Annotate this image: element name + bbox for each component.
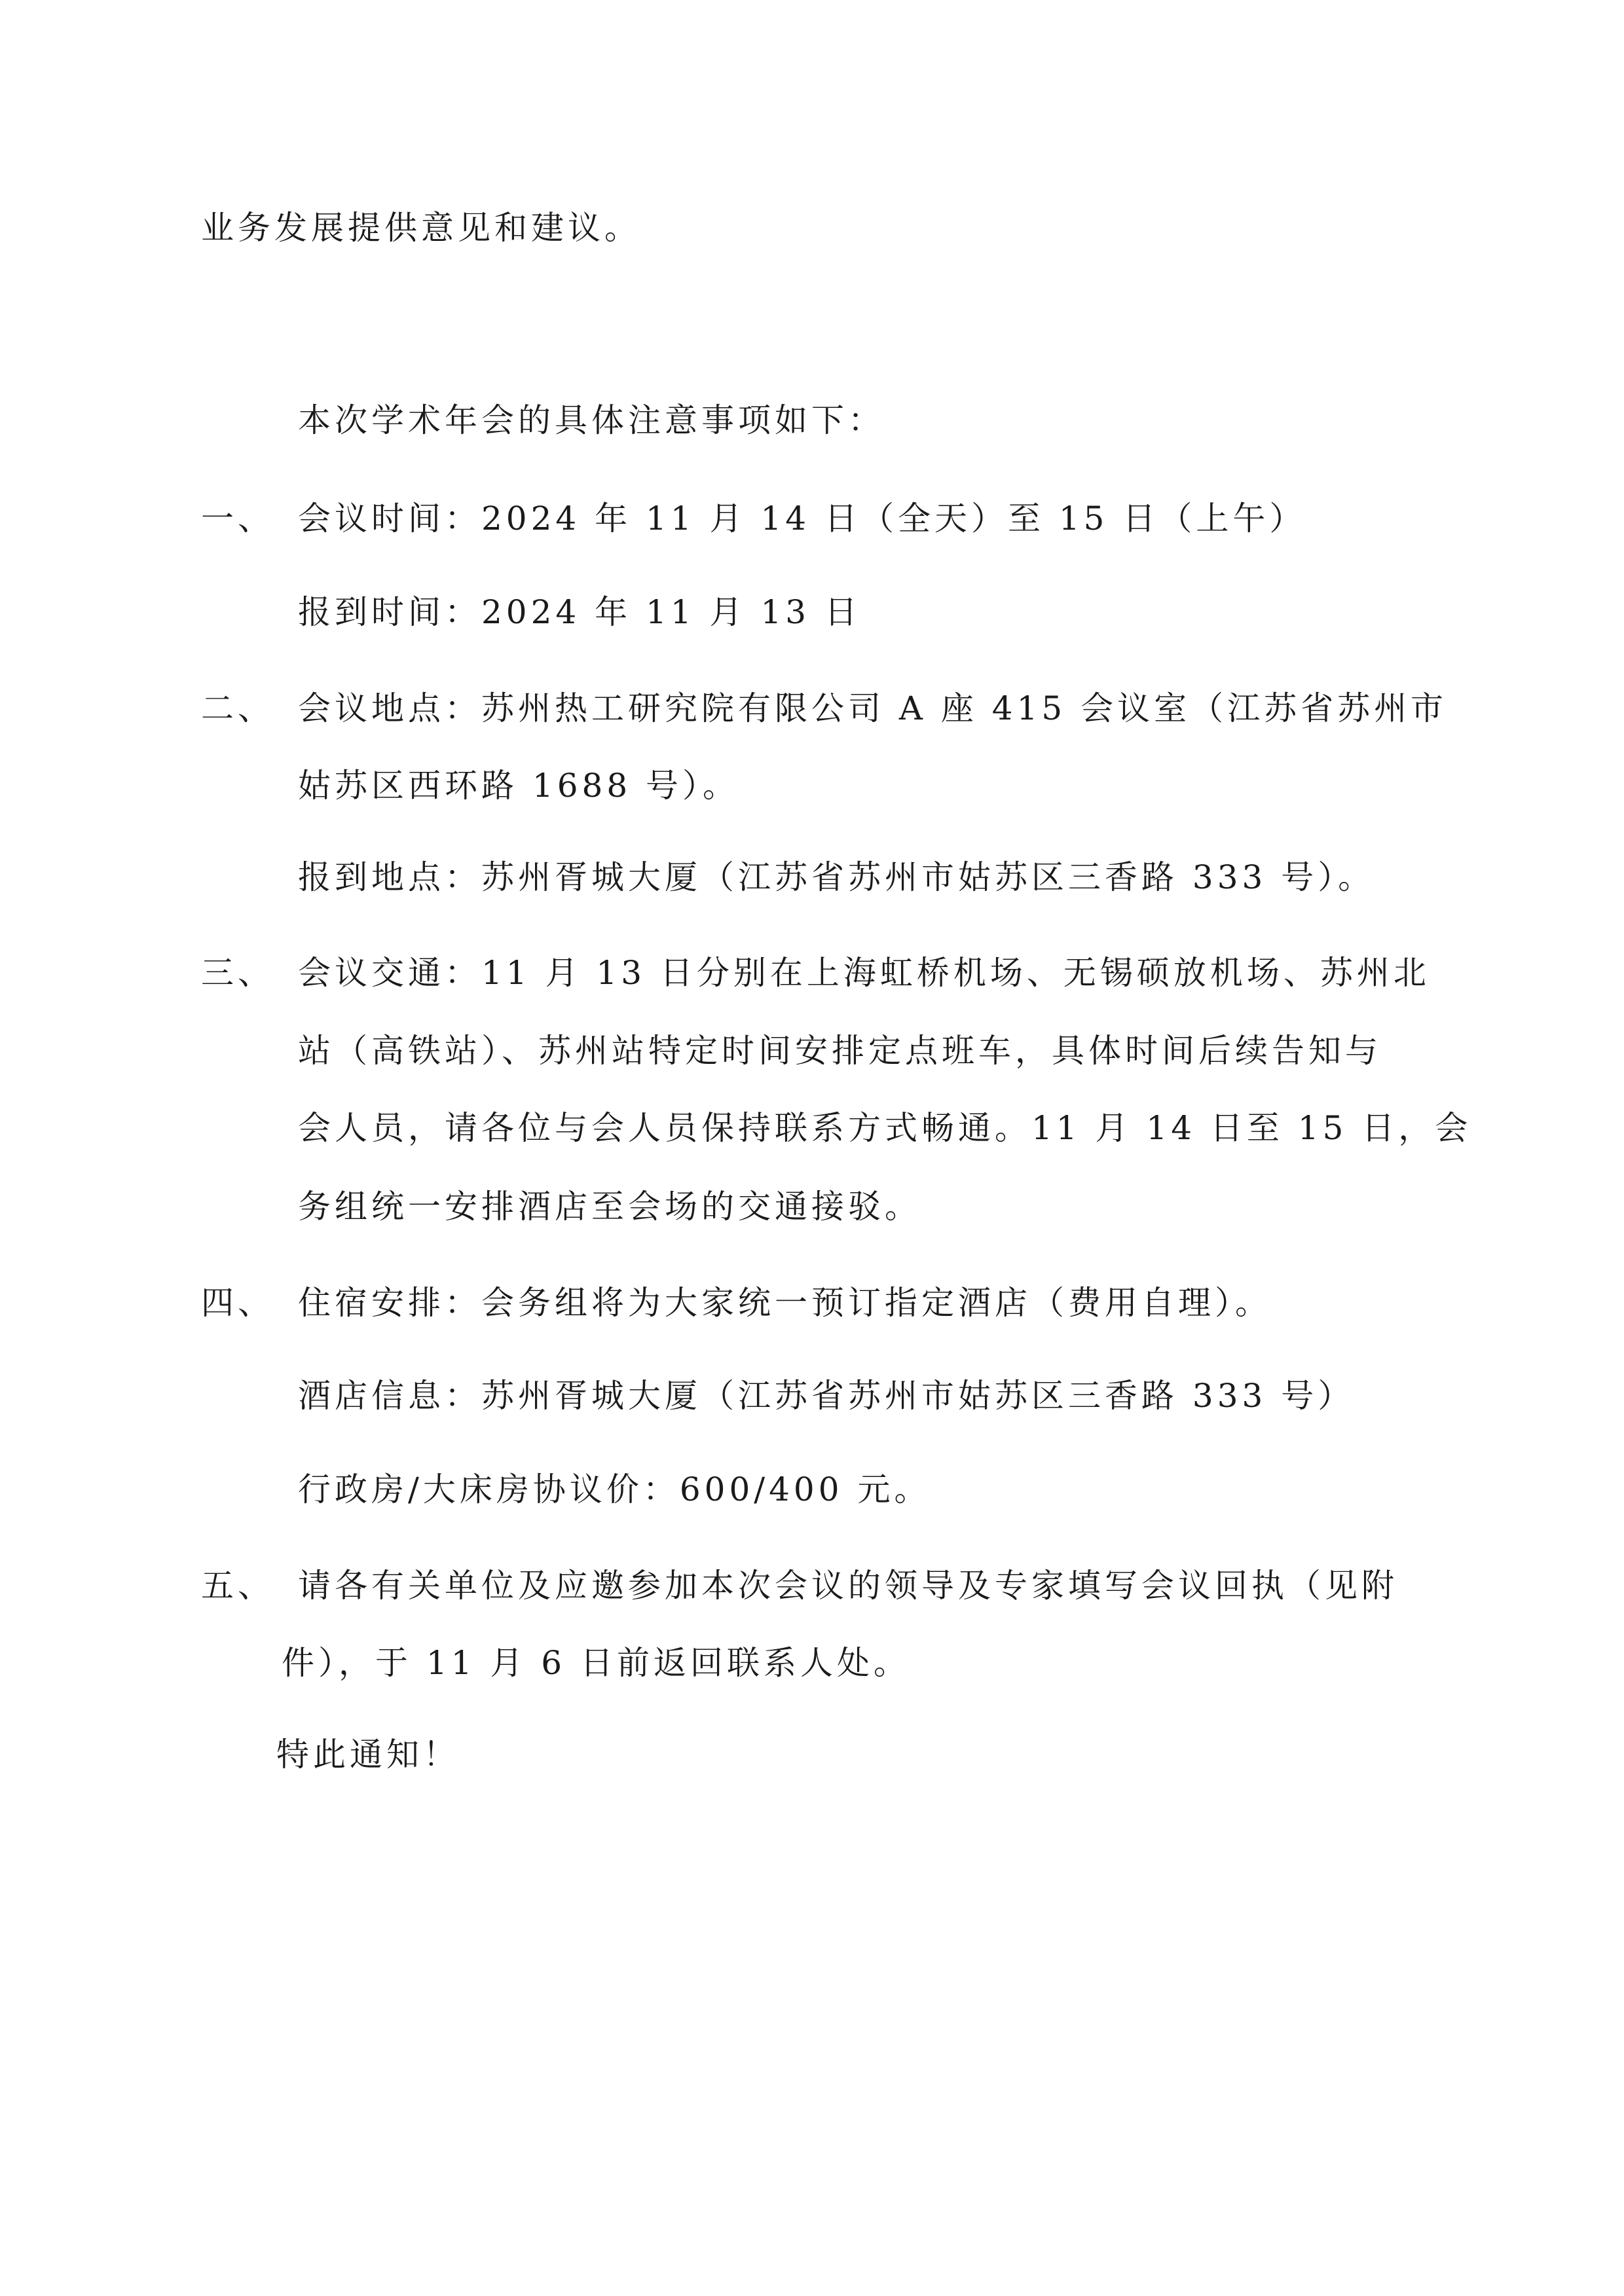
item-number-1: 一、 (201, 500, 274, 538)
item-4-line-1: 住宿安排：会务组将为大家统一预订指定酒店（费用自理）。 (298, 1284, 1272, 1322)
item-4-line-3: 行政房/大床房协议价：600/400 元。 (298, 1470, 931, 1508)
item-5-line-2: 件），于 11 月 6 日前返回联系人处。 (282, 1644, 911, 1682)
item-5-line-1: 请各有关单位及应邀参加本次会议的领导及专家填写会议回执（见附 (298, 1567, 1398, 1605)
item-number-3: 三、 (201, 954, 274, 992)
item-number-5: 五、 (201, 1567, 274, 1605)
item-number-2: 二、 (201, 689, 274, 727)
item-2-line-2: 姑苏区西环路 1688 号）。 (298, 767, 740, 805)
item-2-line-3: 报到地点：苏州胥城大厦（江苏省苏州市姑苏区三香路 333 号）。 (298, 858, 1375, 896)
item-3-line-2: 站（高铁站）、苏州站特定时间安排定点班车，具体时间后续告知与 (298, 1032, 1382, 1070)
closing-text: 特此通知！ (276, 1736, 460, 1774)
item-number-4: 四、 (201, 1284, 274, 1322)
item-1-line-2: 报到时间：2024 年 11 月 13 日 (298, 593, 861, 631)
item-3-line-1: 会议交通：11 月 13 日分别在上海虹桥机场、无锡硕放机场、苏州北 (298, 954, 1430, 992)
intro-continuation: 业务发展提供意见和建议。 (201, 209, 641, 247)
item-4-line-2: 酒店信息：苏州胥城大厦（江苏省苏州市姑苏区三香路 333 号） (298, 1377, 1355, 1415)
item-3-line-4: 务组统一安排酒店至会场的交通接驳。 (298, 1188, 921, 1226)
notes-heading: 本次学术年会的具体注意事项如下： (298, 401, 885, 439)
item-1-line-1: 会议时间：2024 年 11 月 14 日（全天）至 15 日（上午） (298, 500, 1306, 538)
item-3-line-3: 会人员，请各位与会人员保持联系方式畅通。11 月 14 日至 15 日，会 (298, 1109, 1472, 1147)
item-2-line-1: 会议地点：苏州热工研究院有限公司 A 座 415 会议室（江苏省苏州市 (298, 689, 1448, 727)
